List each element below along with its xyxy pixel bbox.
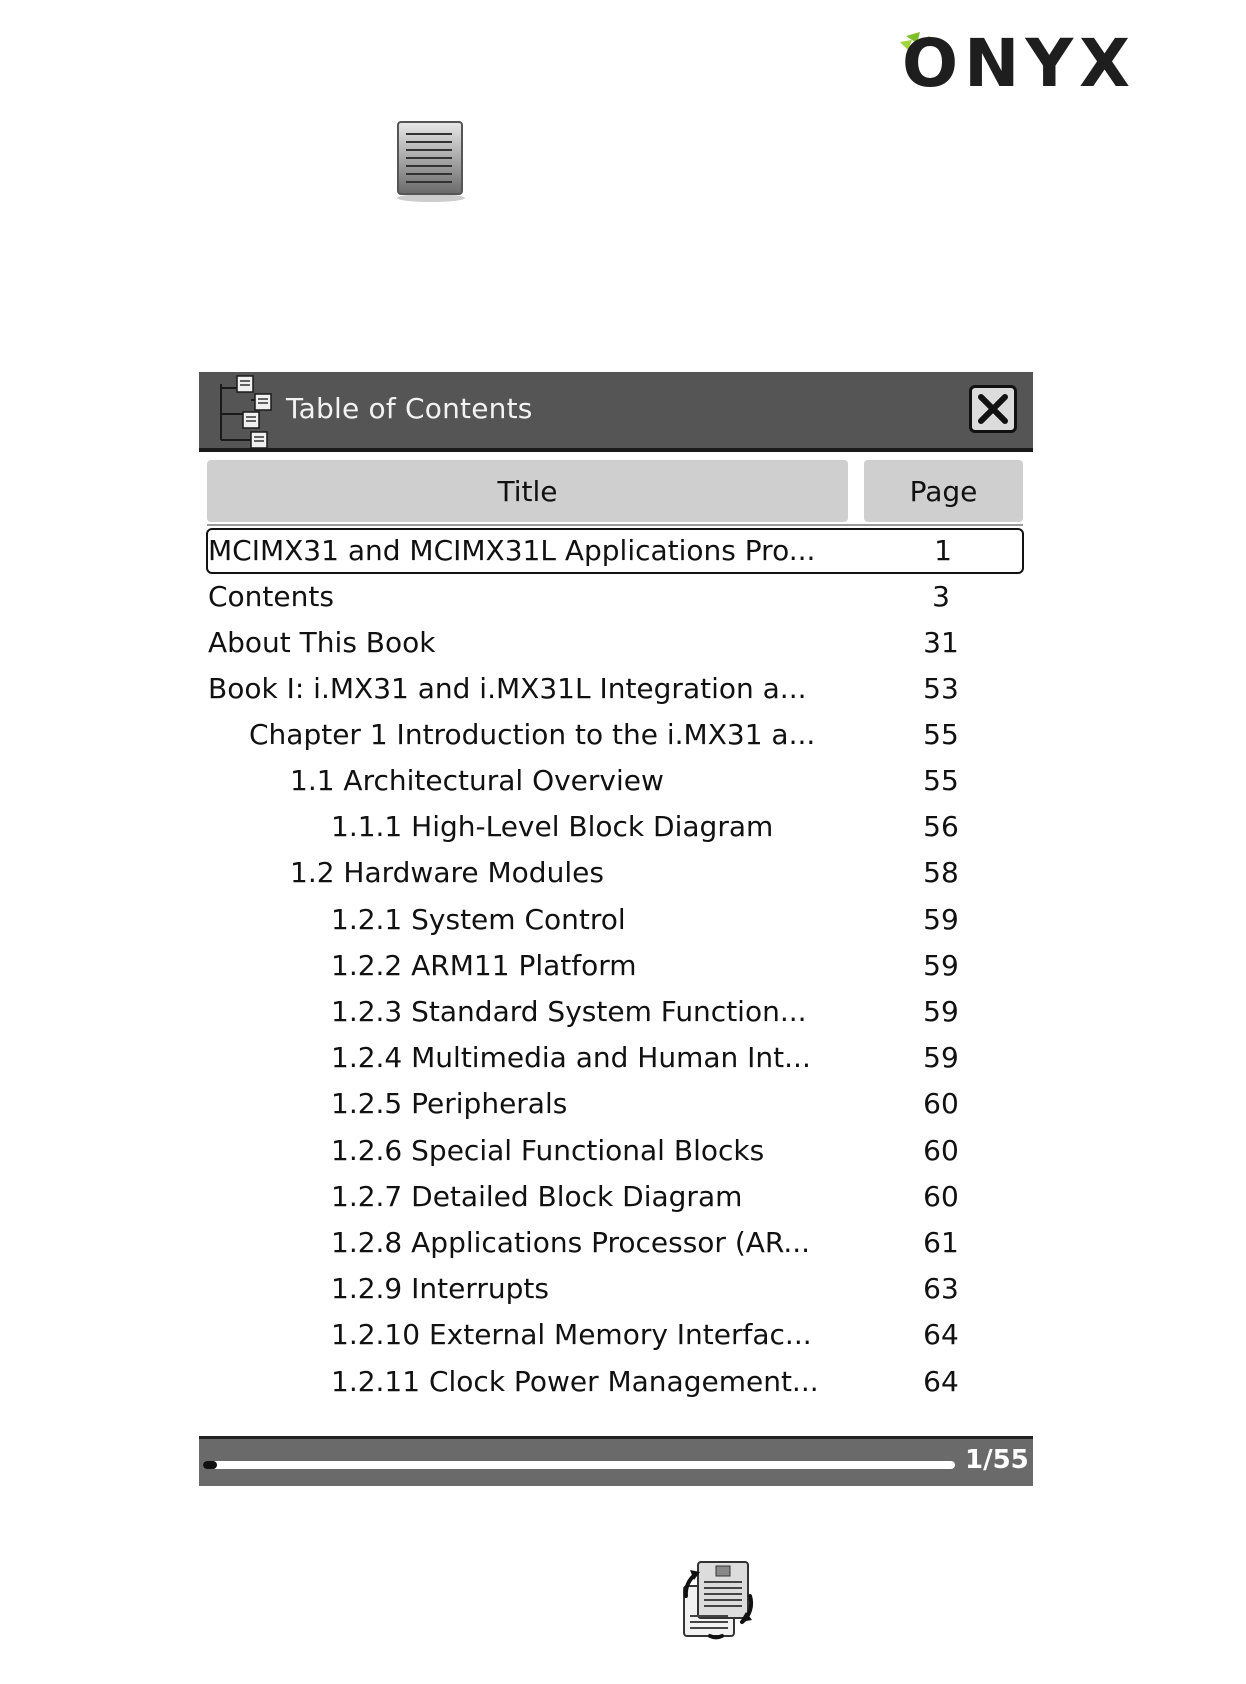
toc-row-title: 1.2.5 Peripherals	[331, 1087, 568, 1120]
toc-row[interactable]	[206, 1128, 1024, 1174]
toc-row-page: 60	[923, 1087, 959, 1120]
toc-row[interactable]	[206, 574, 1024, 620]
toc-row-page: 53	[923, 672, 959, 705]
toc-row-page: 59	[923, 1041, 959, 1074]
toc-row-page: 3	[932, 580, 950, 613]
close-button[interactable]	[969, 385, 1017, 433]
toc-row[interactable]	[206, 1081, 1024, 1127]
onyx-logo	[898, 28, 1198, 98]
dialog-titlebar	[199, 372, 1033, 452]
toc-row[interactable]	[206, 1266, 1024, 1312]
toc-row-page: 64	[923, 1365, 959, 1398]
toc-row-page: 55	[923, 718, 959, 751]
toc-row-title: 1.1 Architectural Overview	[290, 764, 664, 797]
toc-tree-icon	[215, 374, 277, 450]
toc-row[interactable]	[206, 1220, 1024, 1266]
toc-row[interactable]	[206, 666, 1024, 712]
toc-row[interactable]	[206, 528, 1024, 574]
status-bar	[199, 1436, 1033, 1486]
toc-row-page: 58	[923, 856, 959, 889]
toc-row-title: 1.2.3 Standard System Function...	[331, 995, 807, 1028]
toc-row-title: Chapter 1 Introduction to the i.MX31 a...	[249, 718, 816, 751]
toc-row[interactable]	[206, 850, 1024, 896]
toc-row-page: 61	[923, 1226, 959, 1259]
toc-row-page: 63	[923, 1272, 959, 1305]
toc-row[interactable]	[206, 620, 1024, 666]
document-icon	[396, 120, 466, 204]
toc-row-title: 1.2.9 Interrupts	[331, 1272, 549, 1305]
toc-row-page: 1	[934, 534, 952, 567]
toc-row-page: 60	[923, 1134, 959, 1167]
toc-row-title: 1.2.11 Clock Power Management...	[331, 1365, 819, 1398]
toc-row-title: About This Book	[208, 626, 436, 659]
toc-row[interactable]	[206, 1035, 1024, 1081]
toc-row[interactable]	[206, 804, 1024, 850]
close-icon	[976, 392, 1010, 426]
toc-row[interactable]	[206, 943, 1024, 989]
dialog-title: Table of Contents	[286, 392, 533, 425]
toc-row-page: 59	[923, 903, 959, 936]
column-header-page[interactable]: Page	[864, 460, 1023, 522]
toc-row[interactable]	[206, 1359, 1024, 1405]
toc-row-title: 1.2 Hardware Modules	[290, 856, 604, 889]
toc-row-title: 1.1.1 High-Level Block Diagram	[331, 810, 774, 843]
toc-row-title: 1.2.2 ARM11 Platform	[331, 949, 637, 982]
toc-row-title: 1.2.7 Detailed Block Diagram	[331, 1180, 743, 1213]
toc-row-page: 55	[923, 764, 959, 797]
toc-row-page: 59	[923, 949, 959, 982]
toc-row-page: 59	[923, 995, 959, 1028]
header-divider	[207, 524, 1023, 526]
toc-row-page: 60	[923, 1180, 959, 1213]
toc-row[interactable]	[206, 1312, 1024, 1358]
page-indicator: 1/55	[965, 1445, 1029, 1475]
toc-row[interactable]	[206, 1174, 1024, 1220]
toc-row-page: 31	[923, 626, 959, 659]
toc-row[interactable]	[206, 712, 1024, 758]
toc-row-page: 56	[923, 810, 959, 843]
toc-row-title: 1.2.10 External Memory Interfac...	[331, 1318, 812, 1351]
toc-row[interactable]	[206, 897, 1024, 943]
onyx-logo-text: ONYX	[902, 28, 1137, 98]
toc-row[interactable]	[206, 758, 1024, 804]
page-progress-fill	[203, 1461, 217, 1469]
toc-row-title: 1.2.6 Special Functional Blocks	[331, 1134, 765, 1167]
column-header-title[interactable]: Title	[207, 460, 848, 522]
toc-row-title: 1.2.8 Applications Processor (AR...	[331, 1226, 811, 1259]
toc-row-title: MCIMX31 and MCIMX31L Applications Pro...	[208, 534, 816, 567]
toc-row-title: Contents	[208, 580, 334, 613]
toc-row-title: Book I: i.MX31 and i.MX31L Integration a...	[208, 672, 807, 705]
toc-row-title: 1.2.1 System Control	[331, 903, 626, 936]
toc-dialog	[199, 372, 1033, 1486]
toc-row[interactable]	[206, 989, 1024, 1035]
toc-row-title: 1.2.4 Multimedia and Human Int...	[331, 1041, 811, 1074]
page-progress-bar[interactable]	[203, 1461, 955, 1469]
toc-row-page: 64	[923, 1318, 959, 1351]
rotate-screen-icon[interactable]	[676, 1556, 760, 1642]
